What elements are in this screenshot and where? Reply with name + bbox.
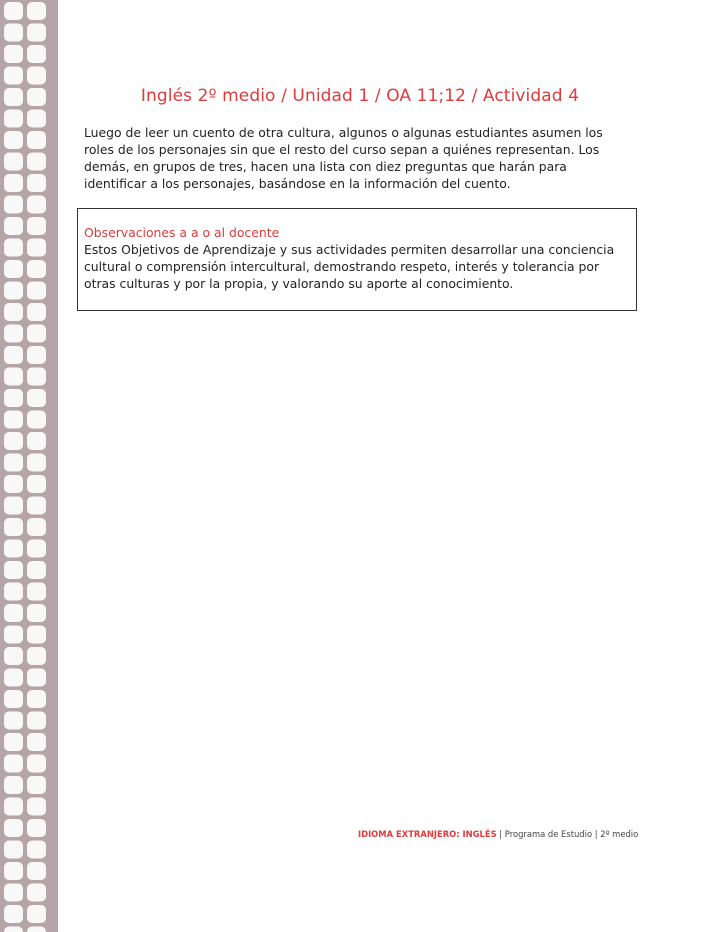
strip-tile xyxy=(4,604,23,622)
strip-tile xyxy=(27,497,46,515)
strip-tile xyxy=(4,733,23,751)
strip-tile xyxy=(27,604,46,622)
strip-tile xyxy=(4,432,23,450)
strip-tile xyxy=(4,153,23,171)
strip-tile xyxy=(4,88,23,106)
strip-tile xyxy=(4,24,23,42)
footer-subject: IDIOMA EXTRANJERO: INGLÉS xyxy=(358,829,497,839)
strip-tile xyxy=(4,583,23,601)
strip-tile xyxy=(4,217,23,235)
strip-tile xyxy=(4,45,23,63)
strip-tile xyxy=(27,239,46,257)
footer-separator: | xyxy=(496,829,505,839)
strip-tile xyxy=(4,303,23,321)
strip-tile xyxy=(4,647,23,665)
strip-tile xyxy=(27,454,46,472)
strip-tile xyxy=(27,905,46,923)
strip-tile xyxy=(4,368,23,386)
strip-tile xyxy=(27,67,46,85)
strip-tile xyxy=(4,239,23,257)
strip-tile xyxy=(27,346,46,364)
strip-tile xyxy=(4,712,23,730)
strip-tile xyxy=(27,755,46,773)
strip-tile xyxy=(27,411,46,429)
strip-tile xyxy=(4,110,23,128)
strip-tile xyxy=(4,282,23,300)
strip-tile xyxy=(4,927,23,932)
strip-tile xyxy=(4,174,23,192)
strip-tile xyxy=(27,561,46,579)
decorative-side-strip xyxy=(0,0,58,932)
strip-tile xyxy=(4,776,23,794)
strip-tile xyxy=(27,260,46,278)
strip-tile xyxy=(27,2,46,20)
strip-tile xyxy=(27,325,46,343)
strip-tile xyxy=(4,131,23,149)
strip-tile xyxy=(27,798,46,816)
tile-pattern xyxy=(0,0,58,932)
strip-tile xyxy=(4,690,23,708)
strip-tile xyxy=(27,110,46,128)
strip-tile xyxy=(4,2,23,20)
strip-tile xyxy=(27,733,46,751)
strip-tile xyxy=(27,24,46,42)
strip-tile xyxy=(27,583,46,601)
strip-tile xyxy=(27,518,46,536)
strip-tile xyxy=(4,841,23,859)
strip-tile xyxy=(27,432,46,450)
strip-tile xyxy=(4,454,23,472)
strip-tile xyxy=(4,905,23,923)
strip-tile xyxy=(4,561,23,579)
teacher-notes-box xyxy=(77,208,637,311)
strip-tile xyxy=(27,174,46,192)
strip-tile xyxy=(27,819,46,837)
strip-tile xyxy=(27,776,46,794)
teacher-notes-heading: Observaciones a a o al docente xyxy=(84,225,280,240)
strip-tile xyxy=(4,755,23,773)
strip-tile xyxy=(4,798,23,816)
strip-tile xyxy=(4,518,23,536)
teacher-notes-body: Estos Objetivos de Aprendizaje y sus actividades permiten desarrollar una conciencia cultural o comprensión intercultural, demostrando respeto, interés y tolerancia por otras culturas y por la propia, y valorando su aporte al conocimiento. xyxy=(84,242,615,291)
strip-tile xyxy=(27,131,46,149)
strip-tile xyxy=(4,389,23,407)
strip-tile xyxy=(4,346,23,364)
strip-tile xyxy=(4,260,23,278)
strip-tile xyxy=(4,540,23,558)
strip-tile xyxy=(27,282,46,300)
strip-tile xyxy=(27,540,46,558)
strip-tile xyxy=(4,67,23,85)
strip-tile xyxy=(27,927,46,932)
strip-tile xyxy=(4,819,23,837)
strip-tile xyxy=(27,217,46,235)
strip-tile xyxy=(4,196,23,214)
strip-tile xyxy=(4,884,23,902)
strip-tile xyxy=(27,45,46,63)
strip-tile xyxy=(27,690,46,708)
strip-tile xyxy=(27,626,46,644)
activity-description: Luego de leer un cuento de otra cultura, algunos o algunas estudiantes asumen los roles de los personajes sin que el resto del curso sepan a quiénes representan. Los demás, en grupos de tres, hacen una lista con diez preguntas que harán para identificar a los personajes, basándose en la información del cuento. xyxy=(84,125,603,191)
strip-tile xyxy=(27,669,46,687)
footer-program: Programa de Estudio xyxy=(504,829,593,839)
strip-tile xyxy=(27,862,46,880)
strip-tile xyxy=(4,626,23,644)
strip-tile xyxy=(4,669,23,687)
page-footer xyxy=(358,829,640,839)
strip-tile xyxy=(27,884,46,902)
strip-tile xyxy=(27,841,46,859)
strip-tile xyxy=(27,712,46,730)
strip-tile xyxy=(27,88,46,106)
strip-tile xyxy=(27,196,46,214)
footer-grade: 2º medio xyxy=(600,829,639,839)
strip-tile xyxy=(4,475,23,493)
strip-tile xyxy=(27,647,46,665)
strip-tile xyxy=(4,497,23,515)
strip-tile xyxy=(4,411,23,429)
strip-tile xyxy=(27,389,46,407)
strip-tile xyxy=(4,325,23,343)
strip-tile xyxy=(27,153,46,171)
footer-separator: | xyxy=(592,829,601,839)
strip-tile xyxy=(27,475,46,493)
strip-tile xyxy=(27,303,46,321)
strip-tile xyxy=(4,862,23,880)
page-title: Inglés 2º medio / Unidad 1 / OA 11;12 / Actividad 4 xyxy=(140,86,580,106)
strip-tile xyxy=(27,368,46,386)
